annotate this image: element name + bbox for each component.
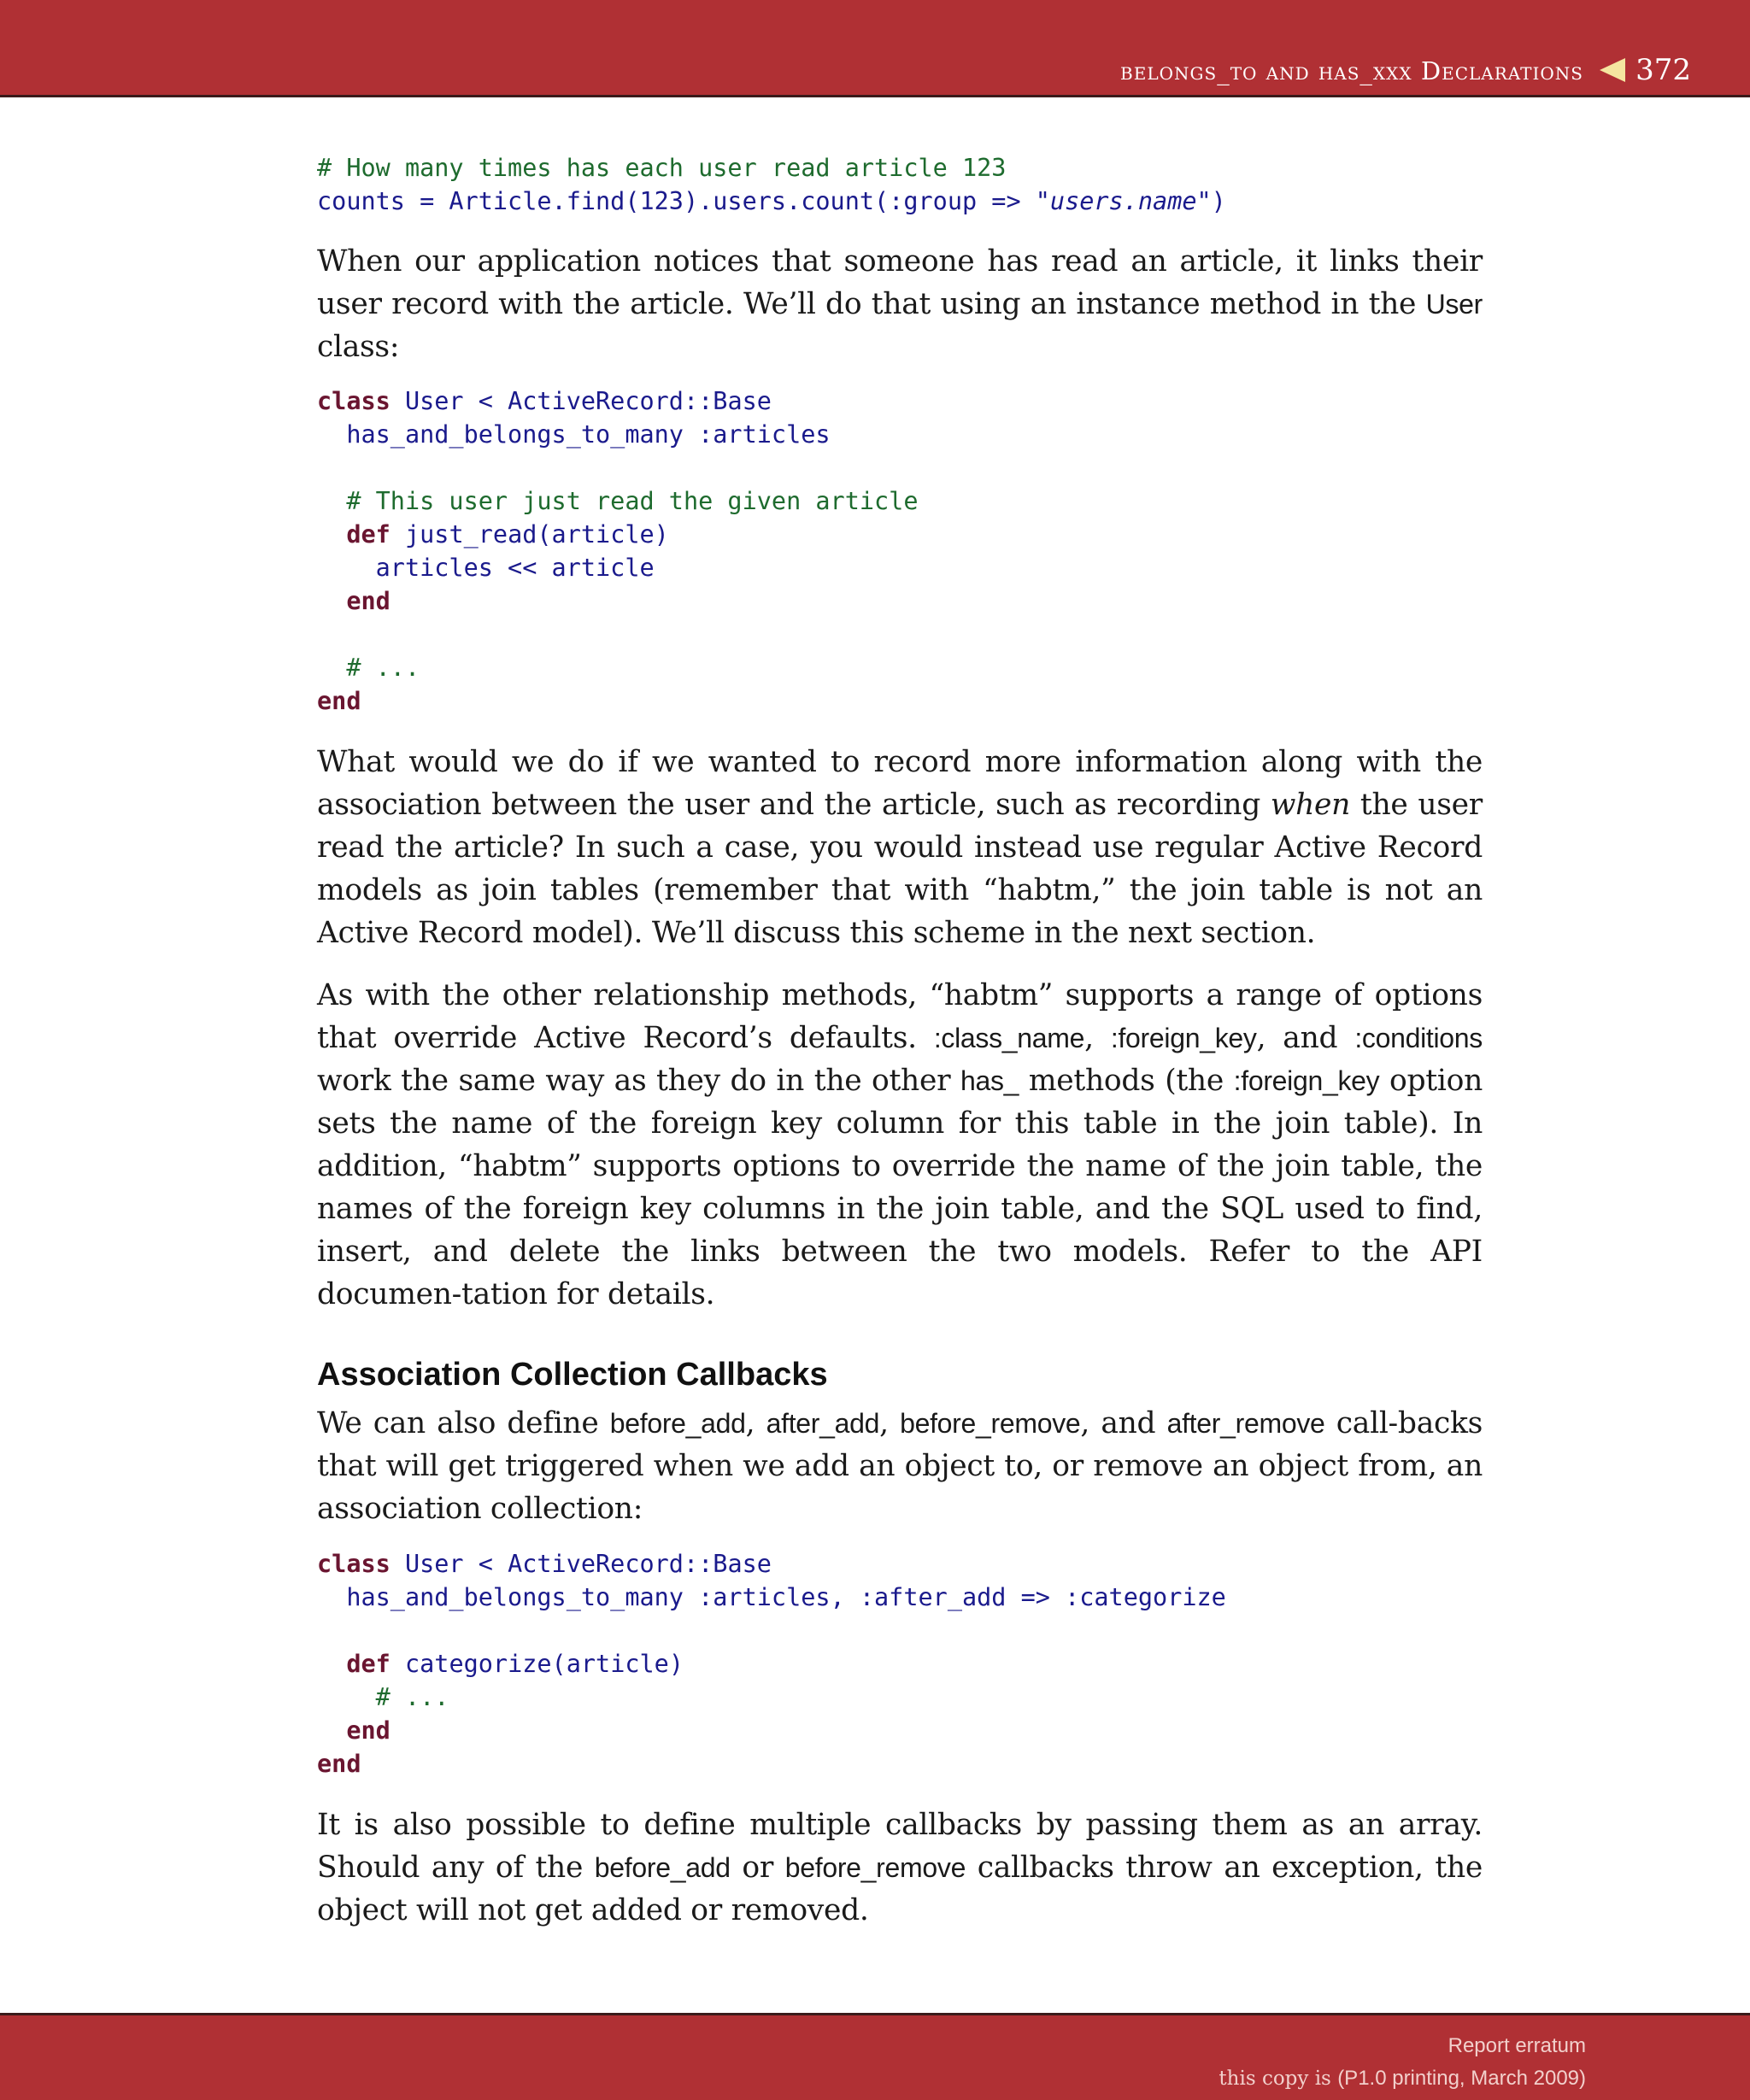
code-line: categorize(article) <box>390 1650 684 1678</box>
text: , and <box>1256 1021 1355 1055</box>
paragraph-5 <box>317 1804 1483 1932</box>
paragraph-2 <box>317 741 1483 954</box>
code-keyword: end <box>317 687 361 715</box>
text: We can also define <box>317 1406 610 1440</box>
text: It is also possible to define multiple callbacks by passing them as an array. Should any of the <box>317 1808 1483 1885</box>
page-header <box>0 0 1750 97</box>
code-keyword: def <box>346 1650 391 1678</box>
text: the user read the article? In such a case, you would instead use regular Active Record models as join tables (remember that with “habtm,” the join table is not an Active Record model). We’ll discuss this scheme in the next section. <box>317 788 1483 950</box>
inline-code: :foreign_key <box>1233 1065 1380 1096</box>
inline-code: before_add <box>594 1852 731 1883</box>
section-title: belongs_to and has_xxx Declarations <box>1120 56 1583 85</box>
text: , and <box>1080 1406 1167 1440</box>
text: , <box>745 1406 766 1440</box>
page-number: 372 <box>1635 53 1691 87</box>
text: , <box>879 1406 901 1440</box>
printing-info: (P1.0 printing, March 2009) <box>1337 2067 1586 2090</box>
paragraph-4 <box>317 1402 1483 1530</box>
code-keyword: end <box>346 1716 391 1745</box>
code-line: has_and_belongs_to_many :articles, :after_add => :categorize <box>317 1583 1226 1611</box>
copy-info <box>1219 2067 1586 2091</box>
code-line-end: ) <box>1211 187 1226 215</box>
inline-code: :foreign_key <box>1110 1023 1257 1053</box>
inline-code-user: User <box>1425 289 1483 320</box>
code-line: User < ActiveRecord::Base <box>390 387 772 415</box>
code-line: articles << article <box>317 554 655 582</box>
report-erratum-link[interactable]: Report erratum <box>1448 2034 1586 2057</box>
code-comment: # How many times has each user read article 123 <box>317 154 1007 182</box>
previous-page-arrow-icon[interactable] <box>1600 58 1625 82</box>
code-comment: # ... <box>317 1683 449 1711</box>
code-line: counts = Article.find(123).users.count(:group => <box>317 187 1036 215</box>
inline-code: before_remove <box>900 1408 1081 1439</box>
code-keyword: class <box>317 387 391 415</box>
inline-code: :class_name <box>933 1023 1085 1053</box>
code-comment: # ... <box>317 654 420 682</box>
text: call-backs that will get triggered when we add an object to, or remove an object from, an association collection: <box>317 1406 1483 1526</box>
code-keyword: def <box>346 520 391 548</box>
inline-code: :conditions <box>1354 1023 1483 1053</box>
text: methods (the <box>1019 1064 1234 1098</box>
emphasis: when <box>1270 788 1351 822</box>
code-line: has_and_belongs_to_many :articles <box>317 420 831 449</box>
code-keyword: end <box>346 587 391 615</box>
text: option sets the name of the foreign key column for this table in the join table). In addition, “habtm” supports options to override the name of the join table, the names of the foreign key columns in the join table, and the SQL used to find, insert, and delete the links between the two models. Refer to the API documen-tation for details. <box>317 1064 1483 1311</box>
copy-prefix: this copy is <box>1219 2068 1338 2090</box>
section-heading: Association Collection Callbacks <box>317 1357 828 1393</box>
text: When our application notices that someone has read an article, it links their user record with the article. We’ll do that using an instance method in the <box>317 244 1483 321</box>
paragraph-3 <box>317 974 1483 1316</box>
inline-code: has_ <box>960 1065 1019 1096</box>
inline-code: after_add <box>766 1408 880 1439</box>
inline-code: before_add <box>609 1408 746 1439</box>
text: As with the other relationship methods, “habtm” supports a range of options that override Active Record’s defaults. <box>317 978 1483 1055</box>
code-block-categorize <box>317 1547 1226 1780</box>
page-footer <box>0 2013 1750 2100</box>
text: class: <box>317 330 400 364</box>
inline-code: before_remove <box>784 1852 966 1883</box>
paragraph-1 <box>317 240 1483 368</box>
text: , <box>1084 1021 1111 1055</box>
code-comment: # This user just read the given article <box>317 487 919 515</box>
code-keyword: class <box>317 1550 391 1578</box>
code-block-just-read <box>317 384 919 718</box>
text: or <box>730 1851 785 1885</box>
code-keyword: end <box>317 1750 361 1778</box>
code-string: "users.name" <box>1035 187 1212 215</box>
inline-code: after_remove <box>1166 1408 1325 1439</box>
code-line: just_read(article) <box>390 520 669 548</box>
text: work the same way as they do in the other <box>317 1064 960 1098</box>
text: What would we do if we wanted to record more information along with the association between the user and the article, such as recording <box>317 745 1483 822</box>
text: callbacks throw an exception, the object will not get added or removed. <box>317 1851 1483 1927</box>
code-line: User < ActiveRecord::Base <box>390 1550 772 1578</box>
code-block-count <box>317 151 1226 218</box>
